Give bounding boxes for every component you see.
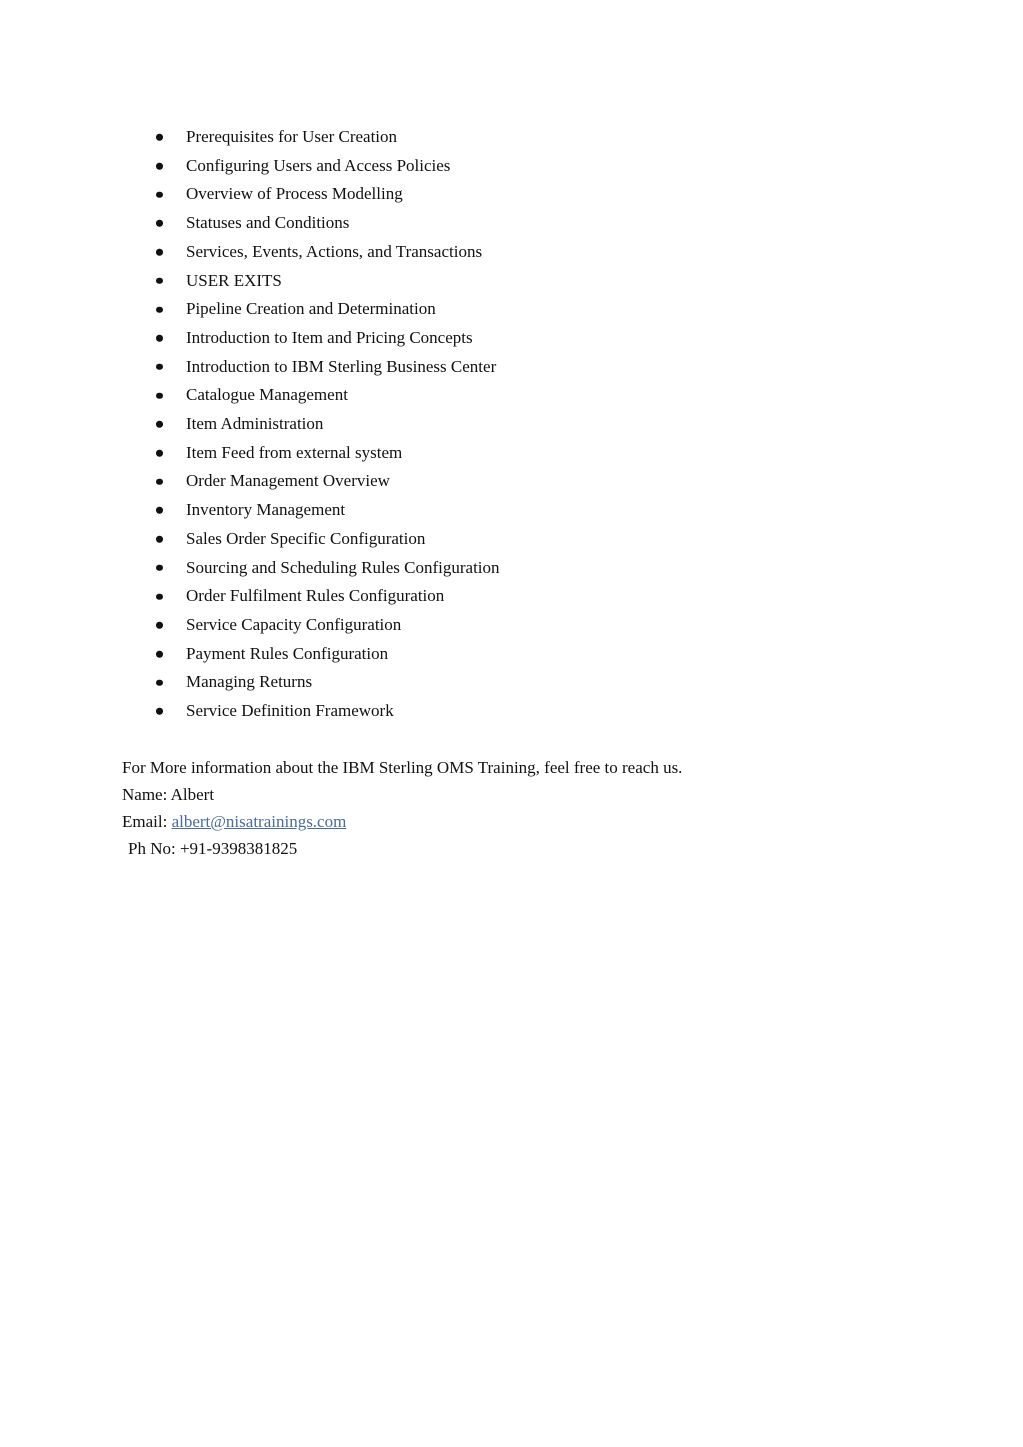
list-item-label: Sourcing and Scheduling Rules Configuration [186,557,500,577]
list-item-label: Pipeline Creation and Determination [186,299,436,319]
email-link[interactable]: albert@nisatrainings.com [171,812,347,831]
list-item [0,295,500,324]
bullet-icon [156,249,163,256]
name-label: Name: [122,785,168,804]
list-item-label: Service Capacity Configuration [186,614,402,634]
contact-phone-line [122,835,682,862]
list-item [0,496,500,525]
bullet-icon [156,679,163,686]
bullet-icon [156,335,163,342]
list-item [0,697,500,726]
list-item [0,152,500,181]
bullet-icon [156,450,163,457]
contact-name-line [122,781,682,808]
phone-label: Ph No: [128,839,176,858]
list-item-label: Introduction to IBM Sterling Business Center [186,356,497,376]
name-value: Albert [170,785,215,804]
contact-email-line [122,808,682,835]
list-item-label: Item Feed from external system [186,442,403,462]
list-item [0,381,500,410]
list-item [0,525,500,554]
list-item-label: Services, Events, Actions, and Transactions [186,241,483,261]
list-item-label: Payment Rules Configuration [186,643,389,663]
bullet-icon [156,306,163,313]
bullet-icon [156,622,163,629]
list-item-label: Item Administration [186,414,324,434]
list-item [0,209,500,238]
list-item-label: Order Management Overview [186,471,390,491]
list-item-label: Prerequisites for User Creation [186,127,398,146]
list-item [0,410,500,439]
bullet-icon [156,278,163,285]
list-item [0,640,500,669]
bullet-icon [156,192,163,199]
list-item-label: Order Fulfilment Rules Configuration [186,586,445,606]
list-item-label: Statuses and Conditions [186,213,350,233]
bullet-icon [156,565,163,572]
list-item [0,554,500,583]
bullet-icon [156,364,163,371]
bullet-icon [156,507,163,514]
list-item-label: Catalogue Management [186,385,348,405]
list-item-label: Configuring Users and Access Policies [186,155,451,175]
contact-intro: For More information about the IBM Sterling OMS Training, feel free to reach us. [122,758,683,777]
list-item [0,582,500,611]
bullet-icon [156,651,163,658]
list-item [0,238,500,267]
list-item-label: Managing Returns [186,672,313,692]
list-item [0,324,500,353]
bullet-icon [156,220,163,227]
contact-block [122,754,682,862]
list-item-label: Sales Order Specific Configuration [186,528,426,548]
list-item-label: Service Definition Framework [186,701,394,721]
list-item [0,467,500,496]
phone-value: +91-9398381825 [179,839,298,858]
list-item [0,353,500,382]
list-item-label: Overview of Process Modelling [186,184,403,204]
bullet-icon [156,593,163,600]
list-item [0,123,500,152]
list-item-label: Inventory Management [186,500,346,520]
list-item [0,180,500,209]
list-item-label: Introduction to Item and Pricing Concepts [186,327,473,347]
bullet-icon [156,421,163,428]
bullet-icon [156,708,163,715]
course-topics-list [0,123,500,726]
email-label: Email: [122,812,168,831]
bullet-icon [156,392,163,399]
list-item [0,439,500,468]
list-item [0,611,500,640]
list-item [0,668,500,697]
bullet-icon [156,134,163,141]
bullet-icon [156,479,163,486]
bullet-icon [156,536,163,543]
list-item-label: USER EXITS [186,270,282,290]
list-item [0,267,500,296]
bullet-icon [156,163,163,170]
